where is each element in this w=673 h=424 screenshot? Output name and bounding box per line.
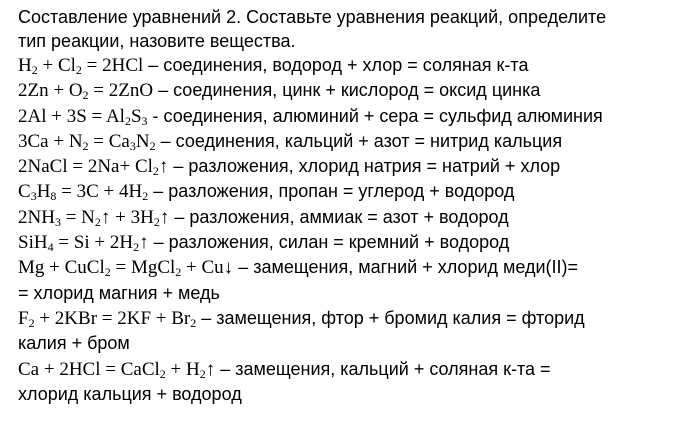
equation-description: – разложения, хлорид натрия = натрий + хлор: [168, 156, 561, 177]
equation-description: = хлорид магния + медь: [18, 282, 220, 303]
formula-subscript: 2: [104, 265, 111, 280]
formula-part: = Ca: [88, 130, 130, 152]
equation-formula: [18, 80, 153, 101]
equation-continuation: [18, 281, 668, 306]
task-heading-line-2: тип реакции, назовите вещества.: [18, 31, 296, 51]
formula-subscript: 2: [82, 138, 89, 153]
equation-line: [18, 255, 668, 280]
equation-description: - соединения, алюминий + сера = сульфид алюминия: [147, 105, 603, 126]
formula-part: 2Zn + O: [18, 80, 83, 102]
formula-subscript: 2: [124, 113, 131, 128]
formula-part: ↑ + 3H: [100, 206, 154, 228]
formula-subscript: 2: [94, 214, 101, 229]
equation-description: – соединения, водород + хлор = соляная к-та: [143, 55, 529, 75]
formula-part: Ca + 2HCl = CaCl: [18, 358, 160, 380]
equation-description: – разложения, аммиак = азот + водород: [169, 206, 509, 227]
formula-part: + H: [165, 358, 200, 380]
equation-formula: [18, 181, 148, 202]
formula-part: + Cl: [37, 55, 76, 76]
equation-line: [18, 205, 668, 230]
formula-part: + 2KBr = 2KF + Br: [34, 307, 191, 329]
formula-part: ↑: [205, 358, 216, 380]
equation-formula: [18, 257, 233, 278]
equation-formula: [18, 131, 156, 152]
equation-formula: [18, 308, 196, 329]
formula-subscript: 2: [159, 366, 166, 381]
equation-line: [18, 104, 668, 129]
formula-subscript: 8: [50, 189, 57, 204]
equation-formula: [18, 55, 143, 76]
equation-formula: [18, 207, 169, 228]
equations-list: [18, 53, 668, 407]
formula-subscript: 2: [31, 63, 38, 77]
formula-subscript: 2: [152, 164, 159, 179]
task-heading-line-1: Составление уравнений 2. Составьте уравнения реакций, определите: [18, 7, 607, 27]
formula-subscript: 2: [133, 240, 140, 255]
formula-subscript: 3: [129, 138, 136, 153]
formula-part: = MgCl: [110, 257, 176, 279]
equation-description: – замещения, фтор + бромид калия = фторид: [196, 307, 585, 328]
equation-formula: [18, 359, 215, 380]
formula-part: N: [135, 130, 150, 152]
equation-continuation: [18, 382, 668, 407]
equation-formula: [18, 232, 149, 253]
formula-part: 2NH: [18, 206, 55, 228]
formula-part: SiH: [18, 232, 48, 254]
formula-subscript: 2: [190, 315, 197, 330]
equation-line: [18, 306, 668, 331]
equation-description: – разложения, силан = кремний + водород: [148, 232, 510, 253]
formula-part: = 2HCl: [81, 55, 144, 76]
equation-description: – замещения, магний + хлорид меди(II)=: [233, 257, 579, 278]
formula-subscript: 2: [199, 366, 206, 381]
formula-part: 2Al + 3S = Al: [18, 105, 125, 127]
formula-subscript: 2: [149, 138, 156, 153]
equation-description: хлорид кальция + водород: [18, 383, 242, 404]
formula-subscript: 3: [30, 189, 37, 204]
formula-part: Mg + CuCl: [18, 257, 105, 279]
formula-part: = 2ZnO: [88, 80, 154, 102]
equation-description: – замещения, кальций + соляная к-та =: [215, 358, 551, 379]
equation-line: [18, 357, 668, 382]
document: [18, 5, 668, 407]
formula-part: 2NaCl = 2Na+ Cl: [18, 156, 153, 178]
formula-part: F: [18, 307, 29, 329]
equation-line: [18, 129, 668, 154]
formula-part: H: [18, 55, 32, 76]
formula-part: ↑: [159, 206, 170, 228]
equation-description: – соединения, кальций + азот = нитрид кальция: [155, 130, 563, 151]
equation-description: – соединения, цинк + кислород = оксид цинка: [153, 80, 541, 101]
equation-line: [18, 230, 668, 255]
equation-line: [18, 179, 668, 204]
formula-subscript: 2: [75, 63, 82, 77]
formula-part: ↑: [139, 232, 149, 254]
formula-part: S: [130, 105, 142, 127]
equation-line: [18, 78, 668, 103]
formula-part: ↑: [158, 156, 169, 178]
formula-part: = N: [60, 206, 95, 228]
equation-formula: [18, 106, 148, 127]
formula-subscript: 2: [175, 265, 182, 280]
formula-part: 3Ca + N: [18, 130, 83, 152]
formula-subscript: 4: [47, 240, 54, 255]
formula-part: = Si + 2H: [53, 232, 134, 254]
formula-part: = 3C + 4H: [56, 181, 143, 203]
formula-part: H: [36, 181, 51, 203]
formula-subscript: 2: [142, 189, 149, 204]
formula-subscript: 3: [141, 113, 148, 128]
formula-subscript: 2: [28, 315, 35, 330]
formula-subscript: 2: [82, 88, 89, 103]
equation-line: [18, 53, 668, 78]
equation-description: калия + бром: [18, 333, 130, 354]
equation-line: [18, 154, 668, 179]
formula-subscript: 3: [54, 214, 61, 229]
formula-part: + Cu↓: [181, 257, 234, 279]
equation-formula: [18, 156, 168, 177]
equation-description: – разложения, пропан = углерод + водород: [148, 181, 515, 202]
formula-subscript: 2: [153, 214, 160, 229]
equation-continuation: [18, 331, 668, 356]
formula-part: C: [18, 181, 31, 203]
